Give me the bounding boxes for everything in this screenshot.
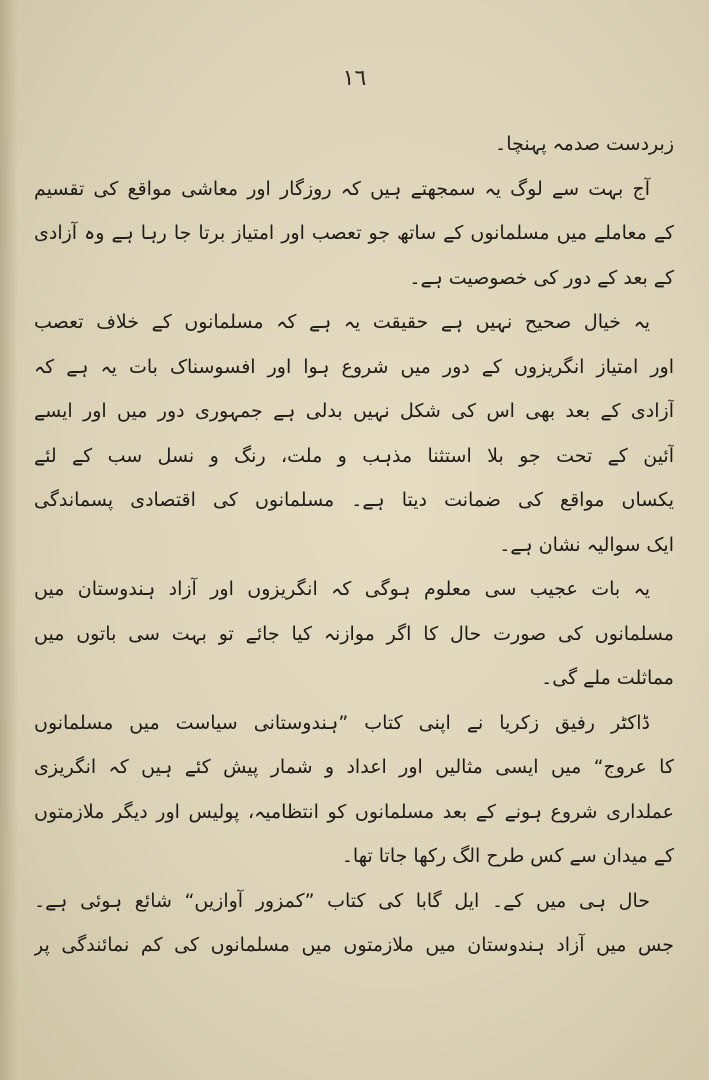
text-line: ڈاکٹر رفیق زکریا نے اپنی کتاب ”ہندوستانی سیاست میں مسلمانوں [34,711,650,734]
text-line: کے میدان سے کس طرح الگ رکھا جاتا تھا۔ [341,845,674,867]
page-number: ١٦ [342,66,367,91]
text-line: جس میں آزاد ہندوستان میں ملازمتوں میں مسلمانوں کی کم نمائندگی پر [34,934,674,956]
text-line: آج بہت سے لوگ یہ سمجھتے ہیں کہ روزگار اور معاشی مواقع کی تقسیم [34,177,650,200]
text-line: اور امتیاز انگریزوں کے دور میں شروع ہوا اور افسوسناک بات یہ ہے کہ [34,355,674,378]
text-line: زبردست صدمہ پہنچا۔ [495,133,674,155]
text-line: یہ بات عجیب سی معلوم ہوگی کہ انگریزوں اور آزاد ہندوستان میں [34,578,650,600]
text-line: کا عروج“ میں ایسی مثالیں اور اعداد و شمار پیش کئے ہیں کہ انگریزی [34,756,674,778]
text-line: یہ خیال صحیح نہیں ہے حقیقت یہ ہے کہ مسلمانوں کے خلاف تعصب [34,311,650,333]
text-line: یکساں مواقع کی ضمانت دیتا ہے۔ مسلمانوں کی اقتصادی پسماندگی [34,489,674,511]
text-line: آزادی کے بعد بھی اس کی شکل نہیں بدلی ہے جمہوری دور میں اور ایسے [34,400,674,422]
text-line: آئین کے تحت جو بلا استثنا مذہب و ملت، رنگ و نسل سب کے لئے [34,444,674,467]
body-text [34,122,674,968]
text-line: حال ہی میں کے۔ ایل گابا کی کتاب ”کمزور آوازیں“ شائع ہوئی ہے۔ [34,889,650,912]
text-line: عملداری شروع ہونے کے بعد مسلمانوں کو انتظامیہ، پولیس اور دیگر ملازمتوں [34,800,674,823]
page-gutter-shadow [0,0,18,1080]
text-line: کے بعد کے دور کی خصوصیت ہے۔ [409,266,674,289]
text-line: کے معاملے میں مسلمانوں کے ساتھ جو تعصب اور امتیاز برتا جا رہا ہے وہ آزادی [34,222,674,244]
text-line: مماثلت ملے گی۔ [541,667,674,689]
text-line: مسلمانوں کی صورت حال کا اگر موازنہ کیا جائے تو بہت سی باتوں میں [34,622,674,645]
text-line: ایک سوالیہ نشان ہے۔ [499,533,674,556]
